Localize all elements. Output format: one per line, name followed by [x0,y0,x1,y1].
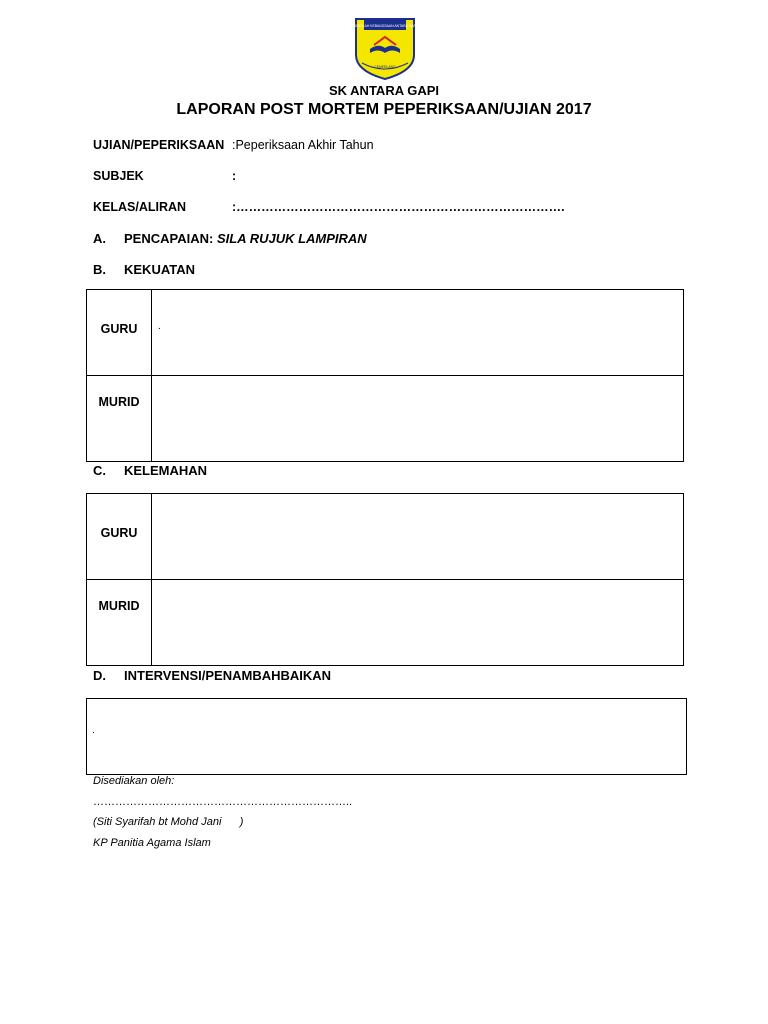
section-b-label: KEKUATAN [124,262,196,277]
section-c-label: KELEMAHAN [124,463,208,478]
strengths-teacher-label: GURU [87,290,152,376]
field-value-subject: : [232,169,237,183]
field-label-subject: SUBJEK [93,169,144,183]
field-label-class: KELAS/ALIRAN [93,200,187,214]
signature-line: …………………………………………………………….. [93,796,353,808]
svg-text:CEMERLANG: CEMERLANG [374,65,396,69]
section-d-heading [93,668,493,684]
signatory-role: KP Panitia Agama Islam [93,837,211,849]
field-value-exam: :Peperiksaan Akhir Tahun [232,138,374,152]
svg-text:SEKOLAH KEBANGSAAN ANTARA GAPI: SEKOLAH KEBANGSAAN ANTARA GAPI [353,24,417,28]
section-a-note: SILA RUJUK LAMPIRAN [216,231,367,246]
school-name: SK ANTARA GAPI [328,83,440,98]
weaknesses-teacher-cell[interactable] [152,494,684,580]
section-b-heading [93,262,493,278]
section-c-letter: C. [93,463,106,478]
section-a-heading [93,231,493,247]
section-c-heading [93,463,493,479]
section-d-label: INTERVENSI/PENAMBAHBAIKAN [124,668,332,683]
section-a-letter: A. [93,231,106,246]
signatory-name: (Siti Syarifah bt Mohd Jani ) [93,816,244,828]
strengths-teacher-cell[interactable]: . [152,290,684,376]
report-title: LAPORAN POST MORTEM PEPERIKSAAN/UJIAN 2017 [176,101,592,118]
weaknesses-teacher-label: GURU [87,494,152,580]
strengths-student-label: MURID [87,376,152,462]
weaknesses-student-label: MURID [87,580,152,666]
intervention-box[interactable]: . [86,698,687,775]
strengths-student-cell[interactable] [152,376,684,462]
prepared-by-label: Disediakan oleh: [93,775,175,787]
field-label-exam: UJIAN/PEPERIKSAAN [93,138,225,152]
strengths-table [86,289,684,462]
weaknesses-table [86,493,684,666]
school-crest-logo [352,15,418,81]
section-d-letter: D. [93,668,106,683]
field-value-class: :……………………………………………………………………. [232,200,565,214]
weaknesses-student-cell[interactable] [152,580,684,666]
section-b-letter: B. [93,262,106,277]
section-a-label: PENCAPAIAN: [124,231,214,246]
